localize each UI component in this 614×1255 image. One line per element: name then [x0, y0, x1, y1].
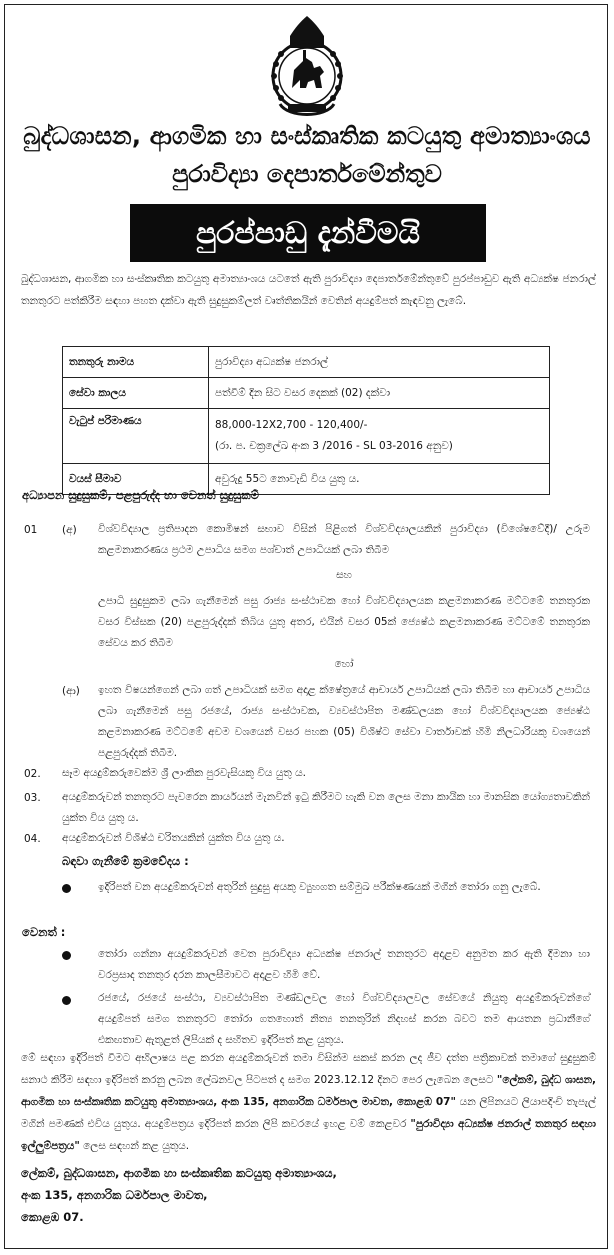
- table-label: වැටුප් පරිමාණය: [63, 409, 209, 464]
- post-details-table: [62, 346, 550, 495]
- table-value: පුරාවිද්‍යා අධ්‍යක්ෂ ජනරාල්: [209, 347, 550, 378]
- bullet-icon: [62, 884, 71, 893]
- vacancy-banner: පුරප්පාඩු දැන්වීමයි: [130, 204, 486, 262]
- table-label: තනතුරු නාමය: [63, 347, 209, 378]
- ministry-title: බුද්ධශාසන, ආගමික හා සංස්කෘතික කටයුතු අමාත්‍යාංශය: [23, 122, 591, 150]
- qualification-a: විශ්වවිද්‍යාල ප්‍රතිපාදන කොමිෂන් සභාව විසින් පිළිගත් විශ්වවිද්‍යාලයකින් පුරාවිද්‍යා (විශේෂවේදී)/ උරුම කළමනාකරණය ප්‍රථම උපාධිය සමග පශ්චාත් උපාධියක් ලබා තිබීම: [98, 523, 590, 556]
- envelope-caption: "පුරාවිද්‍යා අධ්‍යක්ෂ ජනරාල් තනතුර සඳහා ඉල්ලුම්පත්‍රය": [21, 1118, 597, 1152]
- signature-line: කොළඹ 07.: [21, 1210, 84, 1224]
- salary-scale: 88,000-12X2,700 - 120,400/-: [215, 419, 368, 431]
- table-value: අවුරුදු 55ට නොවැඩි විය යුතු ය.: [209, 464, 550, 495]
- signature-line: ලේකම්, බුද්ධශාසන, ආගමික හා සංස්කෘතික කටයුතු අමාත්‍යාංශය,: [21, 1166, 337, 1180]
- recruitment-heading: බඳවා ගැනීමේ ක්‍රමවේදය :: [62, 854, 189, 868]
- department-title: පුරාවිද්‍යා දෙපාර්තමේන්තුව: [172, 160, 442, 188]
- instructions-text-2: යන ලිපිනයට ලියාපදිංචි තැපැල් මගින් පමණක් එවිය යුතුය. අයදුම්පත්‍රය ඉදිරිපත් කරන ලිපි කවරයේ ඉහළ වම් කෙළවර: [21, 1096, 596, 1130]
- item-number: 03.: [24, 792, 41, 804]
- instructions-text: මේ සඳහා ඉදිරිපත් වීමට අභිලාෂය පළ කරන අයදුම්කරුවන් තමා විසින්ම සකස් කරන ලද ජීව දත්ත පත්‍රිකාවක් තමාගේ සුදුසුකම් සනාථ කිරීම සඳහා ඉදිරිපත් කරනු ලබන ලේඛනවල පිටපත් ද සමග 2023.12.12 දිනට පෙර ලැබෙන ලෙසට: [21, 1052, 596, 1086]
- table-row: [63, 378, 550, 409]
- bullet-icon: [62, 951, 71, 960]
- qualification-a2: උපාධි සුදුසුකම ලබා ගැනීමෙන් පසු රාජ්‍ය සංස්ථාවක හෝ විශ්වවිද්‍යාලයක කළමනාකරණ මට්ටමේ තනතුරක වසර විස්සක (20) පළපුරුද්දක් තිබිය යුතු අතර, එයින් වසර 05ක් ජ්‍යෙෂ්ඨ කළමනාකරණ මට්ටමේ තනතුරක සේවය කර තිබීම: [98, 595, 590, 649]
- instructions-text-3: ලෙස සඳහන් කළ යුතුය.: [83, 1140, 190, 1152]
- application-instructions: [21, 1047, 596, 1157]
- or-word: හෝ: [334, 658, 354, 670]
- sri-lanka-emblem-icon: [262, 14, 352, 120]
- postal-address: "ලේකම්, බුද්ධ ශාසන, ආගමික හා සංස්කෘතික කටයුතු අමාත්‍යාංශය, අංක 135, අනගාරික ධර්මපාල මාවත, කොළඹ 07": [21, 1074, 597, 1108]
- table-value: පත්වීම් දින සිට වසර දෙකක් (02) දක්වා: [209, 378, 550, 409]
- requirement-fitness: අයදුම්කරුවන් තනතුරට පැවරෙන කාර්යයන් මැනවින් ඉටු කිරීමට හැකි වන ලෙස මනා කායික හා මානසික යෝග්‍යතාවකින් යුක්ත විය යුතු ය.: [62, 791, 590, 824]
- qualification-aa: ඉහත විෂයන්ගෙන් ලබා ගත් උපාධියක් සමග අදාළ ක්ෂේත්‍රයේ ආචාර්ය උපාධියක් ලබා තිබීම හා ආචාර්ය උපාධිය ලබා ගැනීමෙන් පසු රජයේ, රාජ්‍ය සංස්ථාවක, ව්‍යවස්ථාපිත මණ්ඩලයක හෝ විශ්වවිද්‍යාලයක ජ්‍යෙෂ්ඨ කළමනාකරණ මට්ටමේ අවම වශයෙන් වසර පහක (05) විශිෂ්ට සේවා වාර්තාවක් හිමි නිලධාරියකු වශයෙන් පළපුරුද්දක් තිබීම.: [98, 684, 590, 759]
- qualifications-heading: අධ්‍යාපන සුදුසුකම්, පළපුරුද්ද හා වෙනත් සුදුසුකම්: [22, 488, 259, 502]
- table-label: වයස් සීමාව: [63, 464, 209, 495]
- requirement-character: අයදුම්කරුවන් විශිෂ්ඨ චරිතයකින් යුක්ත විය යුතු ය.: [62, 832, 285, 844]
- table-row: [63, 409, 550, 464]
- signature-block: [21, 1162, 337, 1228]
- item-label: (ආ): [62, 685, 80, 697]
- item-number: 02.: [24, 768, 41, 780]
- intro-paragraph: බුද්ධශාසන, ආගමික හා සංස්කෘතික කටයුතු අමාත්‍යාංශය යටතේ ඇති පුරාවිද්‍යා දෙපාර්තමේන්තුවේ පුරප්පාඩුව ඇති අධ්‍යක්ෂ ජනරාල් තනතුරට පත්කිරීම සඳහා පහත දක්වා ඇති සුදුසුකම්ලත් වෘත්තිකයින් වෙතින් අයදුම්පත් කැඳවනු ලැබේ.: [21, 273, 596, 307]
- recruitment-method: ඉදිරිපත් වන අයදුම්කරුවන් අතුරින් සුදුසු අයකු ව්‍යුහගත සම්මුඛ පරීක්ෂණයක් මගින් තෝරා ගනු ලැබේ.: [98, 881, 541, 893]
- table-label: සේවා කාලය: [63, 378, 209, 409]
- other-heading: වෙනත් :: [22, 925, 66, 939]
- other-allowances: තෝරා ගන්නා අයදුම්කරුවන් වෙත පුරාවිද්‍යා අධ්‍යක්ෂ ජනරාල් තනතුරට අදාළව අනුමත කර ඇති දීමනා හා වරප්‍රසාද තනතුර දරන කාලසීමාවට අදාළව හිමි වේ.: [98, 948, 590, 981]
- item-number: 01: [24, 524, 38, 536]
- item-label: (අ): [62, 524, 77, 536]
- table-row: [63, 347, 550, 378]
- signature-line: අංක 135, අනගාරික ධර්මපාල මාවත,: [21, 1188, 208, 1202]
- item-number: 04.: [24, 833, 41, 845]
- table-value: [209, 409, 550, 464]
- requirement-citizen: සෑම අයදුම්කරුවෙක්ම ශ්‍රී ලාංකික පුරවැසියකු විය යුතු ය.: [62, 767, 307, 779]
- and-word: සහ: [336, 569, 352, 581]
- other-release-letter: රජයේ, රජයේ සංස්ථා, ව්‍යවස්ථාපිත මණ්ඩලවල හෝ විශ්වවිද්‍යාලවල සේවයේ නියුතු අයදුම්කරුවන්ගේ අයදුම්පත් සමග තනතුරට තෝරා ගතහොත් නිත්‍ය තනතුරින් නිදහස් කරන බවට තම ආයතන ප්‍රධානීගේ එකඟතාව ඇතුළත් ලිපියක් ද සහිතව ඉදිරිපත් කළ යුතුය.: [98, 992, 590, 1046]
- bullet-icon: [62, 996, 71, 1005]
- salary-circular: (රා. ප. චක්‍රලේඛ අංක 3 /2016 - SL 03-2016 අනුව): [215, 440, 453, 452]
